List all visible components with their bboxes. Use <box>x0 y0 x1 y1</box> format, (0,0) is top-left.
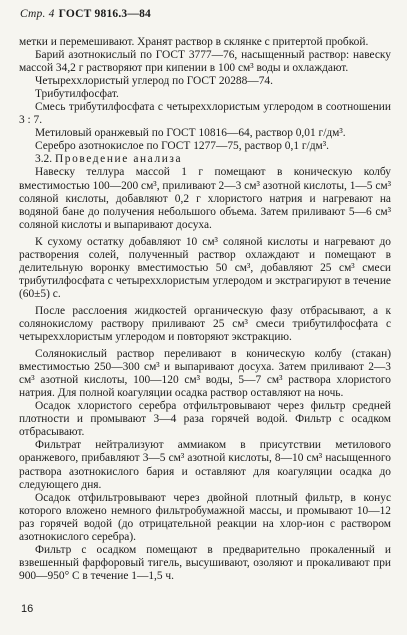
paragraph-continuation: метки и перемешивают. Хранят раствор в склянке с притертой пробкой. <box>19 36 369 48</box>
paragraph-barium-nitrate: Барий азотнокислый по ГОСТ 3777—76, насыщенный раствор: навеску массой 34,2 г растворяют при кипении в 100 см³ воды и охлаждают. <box>19 49 391 75</box>
page-number: 16 <box>21 603 34 615</box>
paragraph-tributyl-phosphate: Трибутилфосфат. <box>35 88 119 101</box>
section-number: 3.2. <box>35 153 53 166</box>
paragraph-sample: Навеску теллура массой 1 г помещают в коническую колбу вместимостью 100—200 см³, приливают 2—3 см³ азотной кислоты, 1—5 см³ соляной кислоты, добавляют 0,2 г хлористого натрия и нагревают на водяной бане до получения небольшого объема. Затем приливают 5—6 см³ соляной кислоты и выпаривают досуха. <box>19 166 392 231</box>
section-title: Проведение анализа <box>54 153 183 166</box>
paragraph-washing: Осадок отфильтровывают через двойной плотный фильтр, в конус которого вложено немного фильтробумажной массы, и промывают 10—12 раз горячей водой (до отрицательной реакции на хлор-ион с раствором азотнокислого серебра). <box>19 491 391 543</box>
page-header-prefix: Стр. 4 <box>20 8 55 20</box>
standard-number: ГОСТ 9816.3—84 <box>58 8 151 20</box>
paragraph-methyl-orange: Метиловый оранжевый по ГОСТ 10816—64, раствор 0,01 г/дм³. <box>35 127 346 140</box>
paragraph-silver-nitrate: Серебро азотнокислое по ГОСТ 1277—75, раствор 0,1 г/дм³. <box>35 140 329 153</box>
section-heading <box>19 153 391 166</box>
paragraph-extraction: К сухому остатку добавляют 10 см³ соляной кислоты и нагревают до растворения солей, полученный раствор охлаждают и помещают в делительную воронку вместимостью 50 см³, добавляют 25 см³ смеси трибутилфосфата с четыреххлористым углеродом и экстрагируют в течение (60±5) с. <box>19 235 391 300</box>
paragraph-carbon-tetrachloride: Четыреххлористый углерод по ГОСТ 20288—74. <box>35 75 273 88</box>
page-header <box>20 8 151 20</box>
paragraph-calcination: Фильтр с осадком помещают в предварительно прокаленный и взвешенный фарфоровый тигель, высушивают, озоляют и прокаливают при 900—950° С в течение 1—1,5 ч. <box>19 543 391 582</box>
paragraph-mixture: Смесь трибутилфосфата с четыреххлористым углеродом в соотношении 3 : 7. <box>19 101 391 127</box>
paragraph-filtration: Осадок хлористого серебра отфильтровывают через фильтр средней плотности и промывают 3—4 раза горячей водой. Фильтр с осадком отбрасывают. <box>19 400 391 439</box>
paragraph-neutralization: Фильтрат нейтрализуют аммиаком в присутствии метилового оранжевого, прибавляют 3—5 см³ азотной кислоты, 8—10 см³ насыщенного раствора азотнокислого бария и оставляют для коагуляции осадка до следующего дня. <box>19 439 391 491</box>
paragraph-phase-separation: После расслоения жидкостей органическую фазу отбрасывают, а к солянокислому раствору приливают 25 см³ смеси трибутилфосфата с четыреххлористым углеродом и повторяют экстракцию. <box>19 304 391 344</box>
document-body <box>19 36 391 583</box>
paragraph-evaporation: Солянокислый раствор переливают в коническую колбу (стакан) вместимостью 250—300 см³ и выпаривают досуха. Затем приливают 2—3 см³ азотной кислоты, 100—120 см³ воды, 5—7 см³ раствора хлористого натрия. Для полной коагуляции осадка раствор оставляют на ночь. <box>19 348 391 400</box>
